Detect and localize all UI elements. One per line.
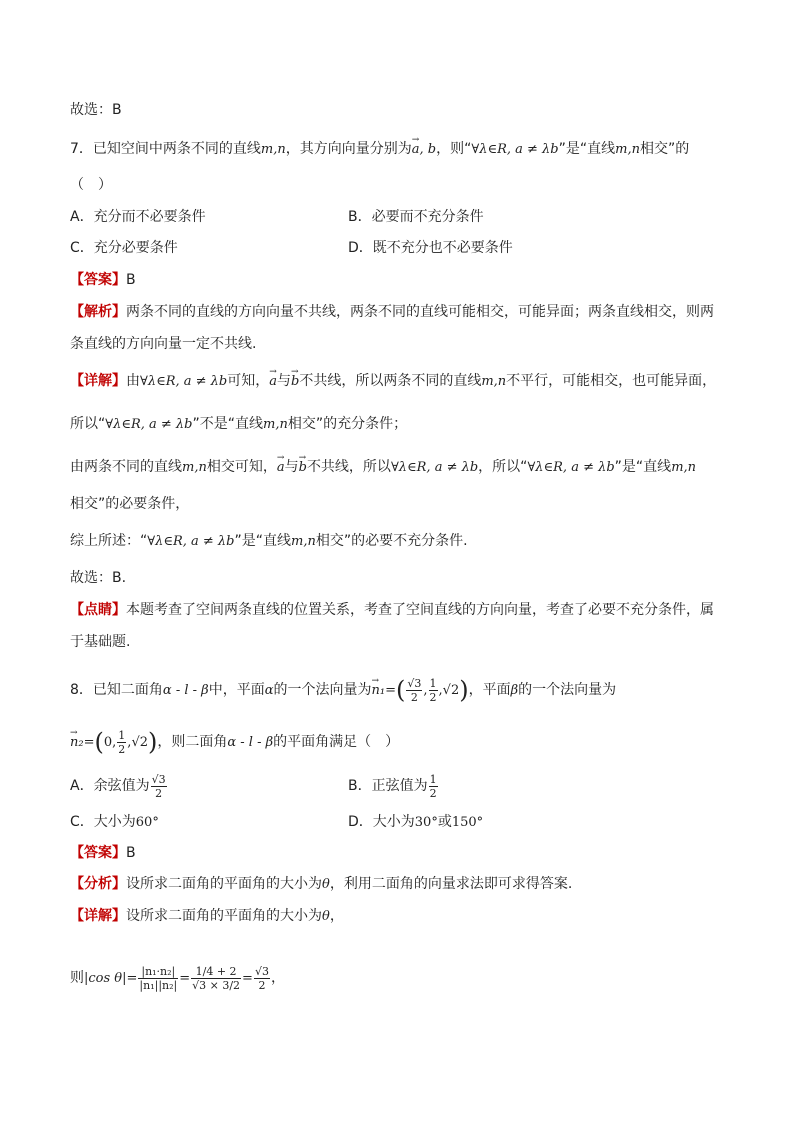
fraction-dot-over-norms — [138, 965, 178, 992]
math-beta: β — [510, 683, 519, 698]
text: ，则“ — [436, 141, 472, 157]
text: 或 — [437, 814, 452, 830]
cos-formula — [70, 948, 285, 1009]
analysis-7-line2 — [70, 334, 256, 354]
denominator: √3 × 3/2 — [192, 978, 241, 992]
choose-line — [70, 568, 126, 588]
numerator: 1 — [429, 772, 437, 786]
analysis-tag: 【解析】 — [70, 304, 126, 320]
denominator: 2 — [429, 786, 437, 800]
math-mn: m,n — [291, 534, 316, 549]
right-paren: ) — [148, 728, 158, 756]
text: （ ） — [70, 177, 112, 193]
text: 相交可知， — [206, 459, 277, 475]
left-paren: ( — [395, 676, 406, 704]
math-vector-b: → b — [299, 458, 307, 478]
math-vector-a: → a — [269, 372, 277, 392]
numerator: 1 — [118, 728, 126, 742]
comment-7-line1 — [70, 600, 714, 620]
math-mn: m,n — [671, 460, 697, 475]
numerator: 1/4 + 2 — [191, 965, 241, 979]
analysis-8 — [70, 874, 572, 895]
detail-7-line4 — [70, 494, 189, 514]
fraction-1-over-2 — [429, 677, 438, 704]
math-vector-b: → b — [291, 372, 299, 392]
text: 的平面角满足（ ） — [273, 734, 400, 750]
math-vector-a: → a — [277, 458, 285, 478]
math-sqrt2: √2 — [442, 683, 460, 698]
question-8-options-row1 — [70, 772, 720, 800]
answer-tag: 【答案】 — [70, 845, 126, 861]
text: ”不是“直线 — [192, 416, 264, 432]
numerator: |n₁·n₂| — [138, 965, 178, 979]
fraction-values — [191, 965, 241, 992]
math-theta: θ — [322, 909, 330, 924]
option-b: B．必要而不充分条件 — [348, 209, 484, 225]
answer-tag: 【答案】 — [70, 272, 126, 288]
text: 故选：B. — [70, 570, 127, 586]
text: 于基础题. — [70, 634, 131, 650]
text: 中，平面 — [208, 682, 265, 698]
math-zero: 0 — [103, 735, 113, 750]
denominator: |n₁||n₂| — [139, 978, 178, 992]
option-a: A．充分而不必要条件 — [70, 209, 206, 225]
text: 则 — [70, 970, 84, 986]
question-7-options-row2 — [70, 238, 720, 258]
text: 条直线的方向向量一定不共线. — [70, 336, 257, 352]
text: ，其方向向量分别为 — [285, 141, 412, 157]
math-equals: = — [385, 683, 396, 698]
math-dihedral-angle: α - l - β — [227, 735, 274, 750]
text: ，则二面角 — [157, 734, 228, 750]
comment-7-line2 — [70, 632, 130, 652]
denominator: 2 — [410, 690, 418, 704]
option-d-wrap — [348, 812, 483, 833]
text: 相交”的必要不充分条件. — [315, 533, 468, 549]
numerator: √3 — [407, 676, 422, 690]
text: 综上所述：“ — [70, 533, 148, 549]
text: ， — [270, 970, 285, 986]
text: 相交”的 — [639, 141, 690, 157]
question-7-options-row1 — [70, 207, 720, 227]
text: 不平行，可能相交，也可能异面， — [506, 373, 717, 389]
text: ，平面 — [468, 682, 511, 698]
math-mn: m,n — [481, 374, 507, 389]
question-8-options-row2 — [70, 812, 720, 833]
option-c: C．充分必要条件 — [70, 240, 178, 256]
denominator: 2 — [429, 690, 437, 704]
denominator: 2 — [155, 786, 163, 800]
math-n2: → n₂ — [70, 729, 84, 757]
math-dihedral-angle: α - l - β — [162, 683, 209, 698]
text: 设所求二面角的平面角的大小为 — [126, 876, 322, 892]
denominator: 2 — [258, 978, 266, 992]
math-condition: ∀λ∈R, a ≠ λb — [527, 460, 615, 475]
option-b-wrap — [348, 772, 439, 800]
option-d: D．既不充分也不必要条件 — [348, 240, 513, 256]
text: 两条不同的直线的方向向量不共线，两条不同的直线可能相交，可能异面；两条直线相交，则两 — [126, 304, 714, 320]
detail-7-line3 — [70, 457, 696, 478]
option-a: A．余弦值为 — [70, 778, 150, 794]
math-condition: ∀λ∈R, a ≠ λb — [140, 374, 228, 389]
detail-8 — [70, 906, 344, 927]
text: 设所求二面角的平面角的大小为 — [126, 908, 322, 924]
math-vector-ab: → a, b — [412, 140, 436, 160]
text: 由 — [126, 373, 140, 389]
math-theta: θ — [322, 877, 330, 892]
math-mn: m,n — [615, 142, 640, 157]
detail-7-line1 — [70, 371, 716, 392]
question-8-stem-2: → n₂=(0, $\frac{1}{2}$ ,√2)，则二面角α - l - β的平面角满足（ ） — [70, 728, 399, 757]
comment-tag: 【点睛】 — [70, 602, 126, 618]
text: 与 — [277, 373, 291, 389]
option-c: C．大小为 — [70, 814, 136, 830]
answer-value: B — [126, 845, 136, 861]
option-b: B．正弦值为 — [348, 778, 428, 794]
fraction-1-over-2 — [429, 773, 438, 800]
detail-7-line2 — [70, 414, 407, 435]
denominator: 2 — [118, 742, 126, 756]
answer-value: B — [126, 272, 136, 288]
math-equals: = — [126, 971, 138, 986]
text: 7．已知空间中两条不同的直线 — [70, 141, 261, 157]
text: 所以“ — [70, 416, 106, 432]
answer-8 — [70, 843, 136, 863]
numerator: √3 — [151, 772, 166, 786]
math-30deg: 30° — [414, 815, 438, 830]
math-equals: = — [179, 971, 191, 986]
math-equals: = — [83, 735, 95, 750]
text: ， — [329, 908, 344, 924]
question-8-stem: 8．已知二面角α - l - β中，平面α的一个法向量为→ n₁=( $\frac{√3}{2}$ , $\frac{1}{2}$ ,√2)，平面β的一个法向量为 — [70, 676, 616, 705]
analysis-7-line1 — [70, 302, 714, 322]
question-7-stem — [70, 139, 689, 160]
detail-7-line5 — [70, 531, 468, 552]
math-alpha: α — [264, 683, 274, 698]
math-condition: ∀λ∈R, a ≠ λb — [471, 142, 559, 157]
analysis-tag: 【分析】 — [70, 876, 126, 892]
math-condition: ∀λ∈R, a ≠ λb — [147, 534, 235, 549]
text: 不共线，所以 — [306, 459, 391, 475]
text: 相交”的充分条件； — [287, 416, 408, 432]
text: 与 — [284, 459, 299, 475]
text: 由两条不同的直线 — [70, 459, 182, 475]
text: 本题考查了空间两条直线的位置关系，考查了空间直线的方向向量，考查了必要不充分条件，属 — [126, 602, 714, 618]
text: ”是“直线 — [234, 533, 292, 549]
text: ，所以“ — [478, 459, 528, 475]
fraction-sqrt3-over-2 — [151, 773, 167, 800]
math-sqrt2: √2 — [131, 735, 148, 750]
numerator: 1 — [429, 676, 437, 690]
text: 的一个法向量为 — [518, 682, 617, 698]
answer-choice-line — [70, 100, 122, 120]
text: 故选：B — [70, 102, 122, 118]
math-mn: m,n — [182, 460, 207, 475]
math-abs-cos-theta: |cos θ| — [84, 971, 127, 986]
detail-tag: 【详解】 — [70, 908, 126, 924]
question-7-paren — [70, 175, 112, 195]
left-paren: ( — [94, 728, 104, 756]
text: ”是“直线 — [558, 141, 616, 157]
fraction-sqrt3-over-2 — [406, 677, 422, 704]
fraction-result — [254, 965, 270, 992]
text: 的一个法向量为 — [273, 682, 372, 698]
math-150deg: 150° — [451, 815, 484, 830]
math-condition: ∀λ∈R, a ≠ λb — [105, 417, 193, 432]
text: 8．已知二面角 — [70, 682, 163, 698]
answer-7 — [70, 270, 136, 290]
math-mn: m,n — [263, 417, 288, 432]
math-condition: ∀λ∈R, a ≠ λb — [390, 460, 479, 475]
text: ”是“直线 — [614, 459, 672, 475]
text: 相交”的必要条件， — [70, 496, 190, 512]
math-60deg: 60° — [135, 815, 159, 830]
right-paren: ) — [459, 676, 469, 704]
option-d: D．大小为 — [348, 814, 415, 830]
text: 不共线，所以两条不同的直线 — [299, 373, 482, 389]
math-n1: → n₁ — [371, 677, 385, 705]
numerator: √3 — [254, 964, 269, 978]
text: ，利用二面角的向量求法即可求得答案. — [329, 876, 573, 892]
text: 可知， — [227, 373, 270, 389]
detail-tag: 【详解】 — [70, 373, 126, 389]
fraction-1-over-2 — [117, 729, 126, 756]
math-mn: m,n — [260, 142, 286, 157]
math-equals: = — [242, 971, 253, 986]
